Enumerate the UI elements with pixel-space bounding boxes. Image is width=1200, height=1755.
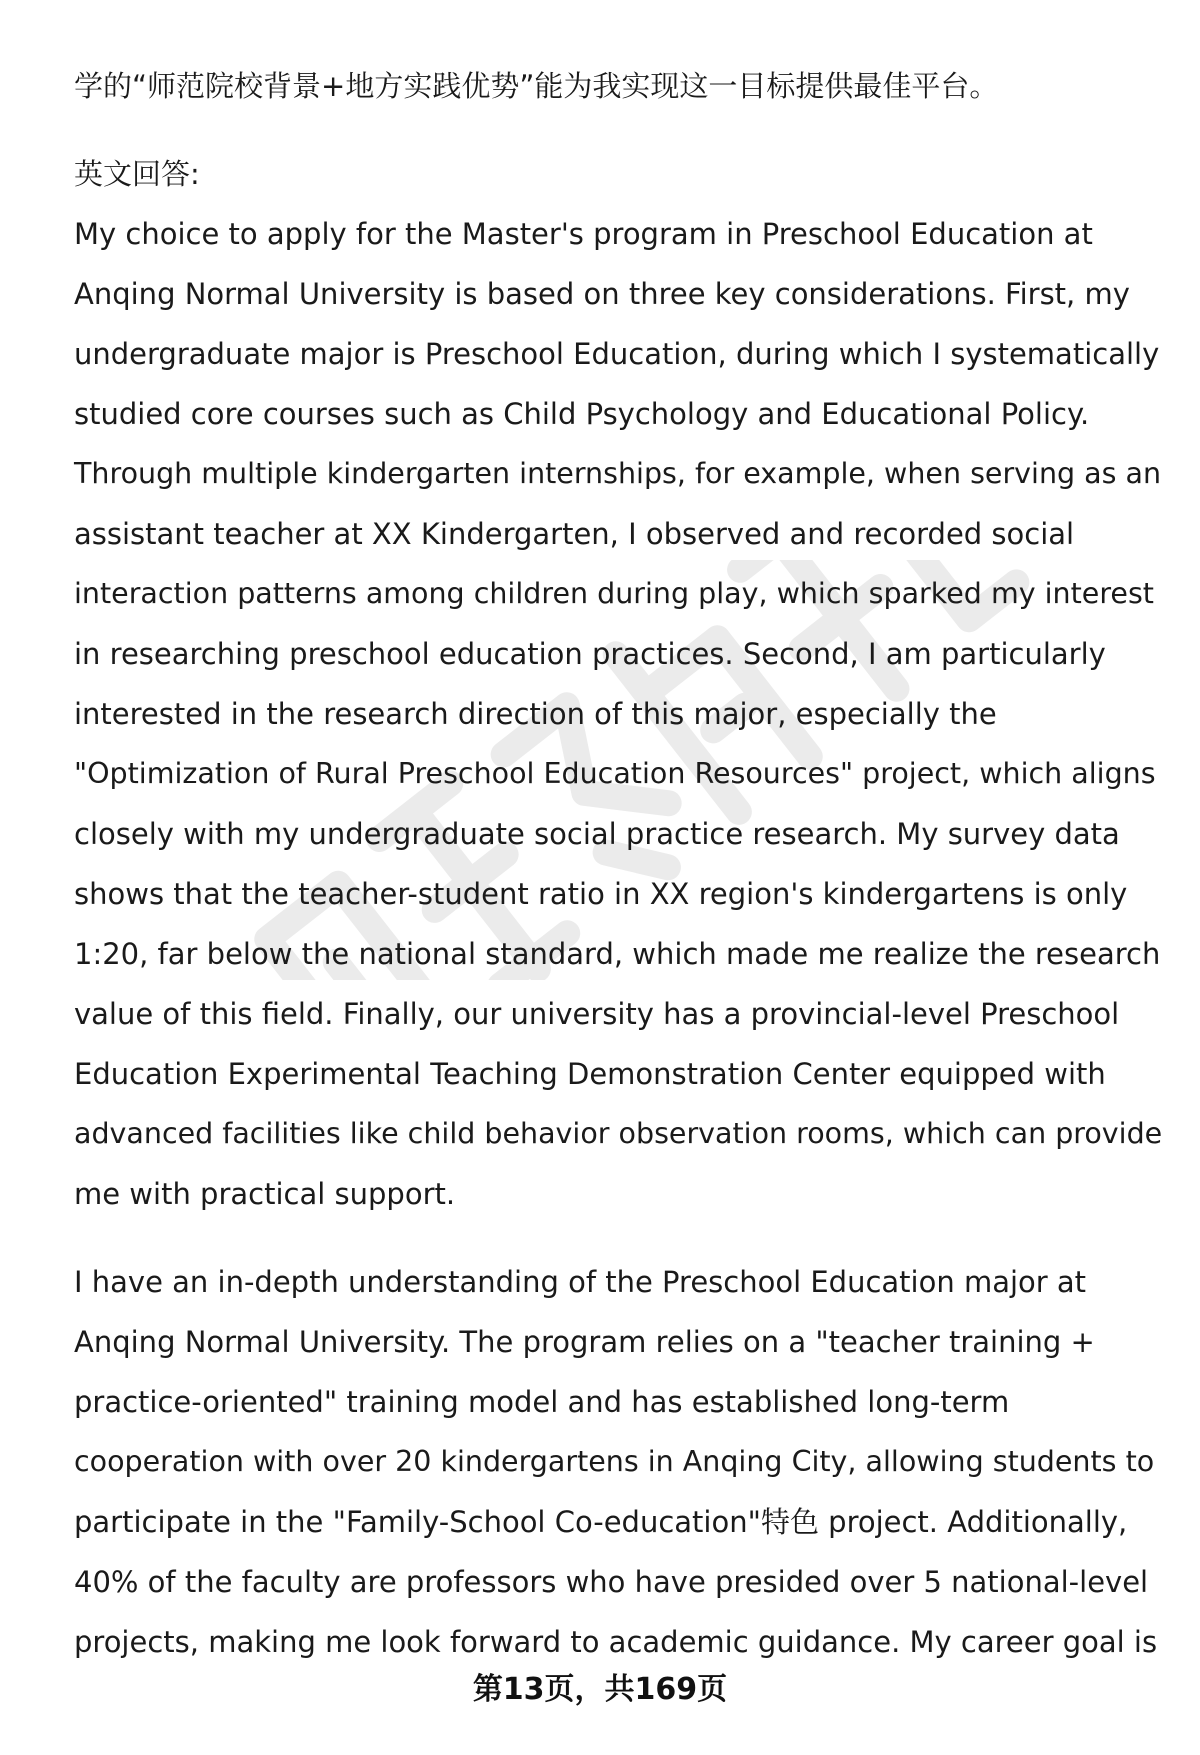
paragraph-line: practice-oriented" training model and has established long-term [74, 1385, 1010, 1419]
paragraph-line: I have an in-depth understanding of the Preschool Education major at [74, 1265, 1087, 1299]
paragraph-line: undergraduate major is Preschool Education, during which I systematically [74, 337, 1160, 371]
paragraph-line: assistant teacher at XX Kindergarten, I observed and recorded social [74, 517, 1075, 551]
document-body [74, 56, 1164, 1672]
paragraph-line: Anqing Normal University. The program relies on a "teacher training + [74, 1325, 1095, 1359]
paragraph-line: value of this field. Finally, our university has a provincial-level Preschool [74, 997, 1120, 1031]
paragraph-line: studied core courses such as Child Psychology and Educational Policy. [74, 397, 1090, 431]
paragraph-line: closely with my undergraduate social practice research. My survey data [74, 817, 1120, 851]
paragraph-line: "Optimization of Rural Preschool Education Resources" project, which aligns [74, 757, 1156, 790]
section-label: 英文回答: [74, 157, 200, 191]
paragraph-line: interested in the research direction of this major, especially the [74, 697, 997, 731]
chinese-lead-line: 学的“师范院校背景+地方实践优势”能为我实现这一目标提供最佳平台。 [74, 69, 999, 103]
paragraph-line: Education Experimental Teaching Demonstration Center equipped with [74, 1057, 1106, 1091]
paragraph-line: Through multiple kindergarten internships, for example, when serving as an [74, 457, 1162, 490]
paragraph-line: advanced facilities like child behavior observation rooms, which can provide [74, 1117, 1163, 1150]
paragraph-line: interaction patterns among children during play, which sparked my interest [74, 577, 1154, 610]
paragraph-line: cooperation with over 20 kindergartens in Anqing City, allowing students to [74, 1445, 1155, 1478]
paragraph-line: shows that the teacher-student ratio in XX region's kindergartens is only [74, 877, 1128, 911]
paragraph-1 [74, 204, 1164, 1224]
paragraph-line: My choice to apply for the Master's program in Preschool Education at [74, 217, 1093, 251]
paragraph-line: in researching preschool education practices. Second, I am particularly [74, 637, 1106, 671]
paragraph-2 [74, 1252, 1164, 1672]
paragraph-line: 40% of the faculty are professors who have presided over 5 national-level [74, 1565, 1149, 1599]
page-number-footer: 第13页，共169页 [472, 1672, 728, 1707]
paragraph-spacer [74, 1224, 1164, 1252]
paragraph-line: Anqing Normal University is based on three key considerations. First, my [74, 277, 1130, 311]
paragraph-line: participate in the "Family-School Co-education"特色 project. Additionally, [74, 1505, 1128, 1539]
paragraph-line: projects, making me look forward to academic guidance. My career goal is [74, 1625, 1158, 1659]
paragraph-line: me with practical support. [74, 1177, 456, 1211]
paragraph-line: 1:20, far below the national standard, which made me realize the research [74, 937, 1161, 971]
